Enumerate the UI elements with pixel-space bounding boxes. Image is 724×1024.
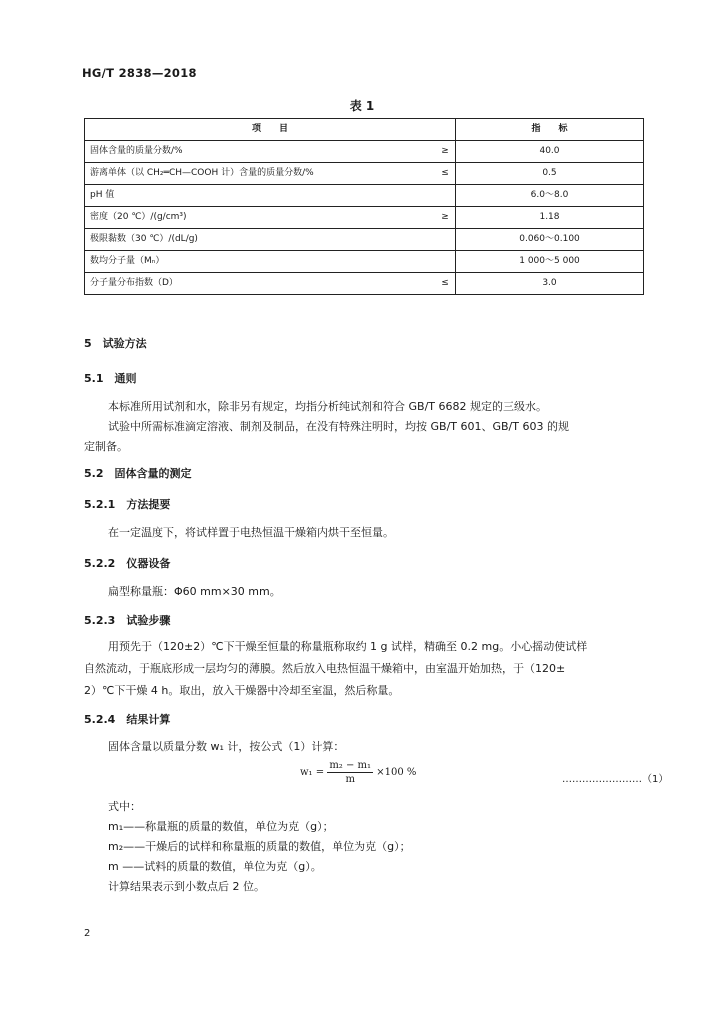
paragraph: 试验中所需标准滴定溶液、制剂及制品，在没有特殊注明时，均按 GB/T 601、GB/T 603 的规	[108, 420, 569, 433]
table-row	[85, 207, 644, 229]
row-item: 极限黏数（30 ℃）/(dL/g)	[85, 229, 436, 251]
row-item: 游离单体（以 CH₂═CH—COOH 计）含量的质量分数/%	[85, 163, 436, 185]
row-operator: ≥	[435, 141, 456, 163]
table-row	[85, 163, 644, 185]
section-5-2-heading: 5.2 固体含量的测定	[84, 467, 192, 480]
variable-definition: m₁——称量瓶的质量的数值，单位为克（g）；	[108, 820, 334, 833]
paragraph: 本标准所用试剂和水，除非另有规定，均指分析纯试剂和符合 GB/T 6682 规定的三级水。	[108, 400, 547, 413]
section-5-2-4-heading: 5.2.4 结果计算	[84, 713, 171, 726]
table-caption: 表 1	[349, 99, 375, 113]
row-value: 6.0～8.0	[456, 185, 644, 207]
table-row	[85, 251, 644, 273]
row-operator	[435, 251, 456, 273]
column-header-index: 指 标	[456, 119, 644, 141]
row-value: 0.5	[456, 163, 644, 185]
row-value: 0.060～0.100	[456, 229, 644, 251]
section-5-heading: 5 试验方法	[84, 337, 147, 350]
table-row	[85, 273, 644, 295]
row-operator	[435, 185, 456, 207]
result-precision-note: 计算结果表示到小数点后 2 位。	[108, 880, 265, 893]
section-5-2-3-heading: 5.2.3 试验步骤	[84, 614, 171, 627]
row-operator: ≤	[435, 273, 456, 295]
variable-definition: m₂——干燥后的试样和称量瓶的质量的数值，单位为克（g）；	[108, 840, 411, 853]
row-item: 数均分子量（Mₙ）	[85, 251, 436, 273]
spec-table	[84, 118, 644, 295]
row-value: 1 000～5 000	[456, 251, 644, 273]
row-item: 分子量分布指数（D）	[85, 273, 436, 295]
variable-definition: m ——试料的质量的数值，单位为克（g）。	[108, 860, 322, 873]
formula-fraction	[327, 760, 373, 785]
formula-1	[300, 760, 416, 785]
row-item: 密度（20 ℃）/(g/cm³)	[85, 207, 436, 229]
formula-denominator: m	[345, 774, 355, 785]
formula-lhs: w₁ =	[300, 767, 325, 778]
paragraph: 用预先于（120±2）℃下干燥至恒量的称量瓶称取约 1 g 试样，精确至 0.2 mg。小心摇动使试样	[108, 640, 588, 653]
row-item: 固体含量的质量分数/%	[85, 141, 436, 163]
table-row	[85, 185, 644, 207]
column-header-item: 项 目	[85, 119, 456, 141]
paragraph: 2）℃下干燥 4 h。取出，放入干燥器中冷却至室温，然后称量。	[84, 684, 400, 697]
section-5-2-2-heading: 5.2.2 仪器设备	[84, 557, 171, 570]
row-item: pH 值	[85, 185, 436, 207]
row-operator: ≥	[435, 207, 456, 229]
row-value: 1.18	[456, 207, 644, 229]
standard-code: HG/T 2838—2018	[82, 66, 197, 80]
paragraph: 定制备。	[84, 440, 128, 453]
formula-number: ……………………（1）	[562, 774, 669, 785]
table-row	[85, 229, 644, 251]
where-label: 式中：	[108, 800, 141, 813]
paragraph: 固体含量以质量分数 w₁ 计，按公式（1）计算：	[108, 740, 345, 753]
row-value: 3.0	[456, 273, 644, 295]
paragraph: 自然流动，于瓶底形成一层均匀的薄膜。然后放入电热恒温干燥箱中，由室温开始加热，于（120±	[84, 662, 566, 675]
paragraph: 在一定温度下，将试样置于电热恒温干燥箱内烘干至恒量。	[108, 526, 394, 539]
formula-numerator: m₂ − m₁	[329, 760, 372, 771]
table-row	[85, 141, 644, 163]
page-number: 2	[84, 928, 91, 939]
section-5-1-heading: 5.1 通则	[84, 372, 137, 385]
row-operator	[435, 229, 456, 251]
row-operator: ≤	[435, 163, 456, 185]
section-5-2-1-heading: 5.2.1 方法提要	[84, 498, 171, 511]
formula-rhs: ×100 %	[376, 767, 417, 778]
row-value: 40.0	[456, 141, 644, 163]
paragraph: 扁型称量瓶：Φ60 mm×30 mm。	[108, 585, 281, 598]
